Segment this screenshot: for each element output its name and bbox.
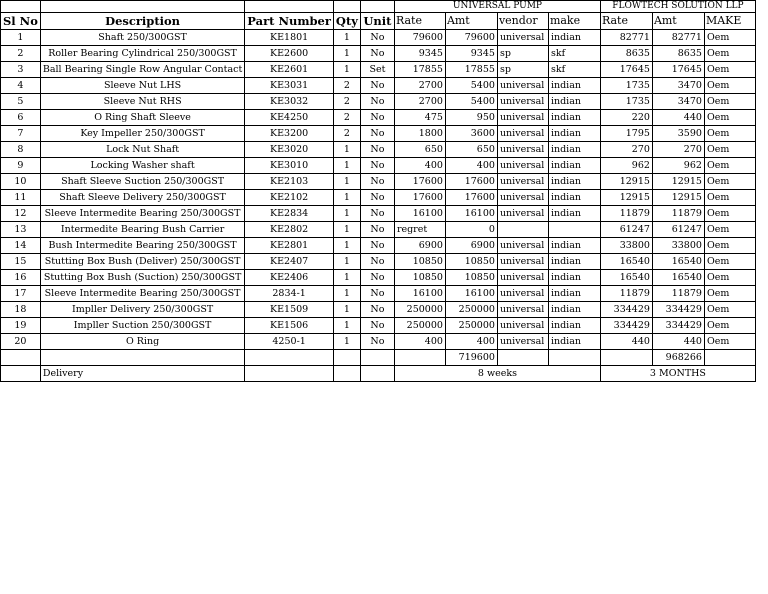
cell-s1-vendor: universal (497, 206, 548, 222)
cell-s1-vendor: universal (497, 286, 548, 302)
cell-slno: 1 (1, 30, 41, 46)
cell-s2-rate: 962 (600, 158, 652, 174)
cell-s1-make: indian (548, 158, 600, 174)
cell-unit: No (360, 318, 394, 334)
table-row (1, 286, 756, 302)
cell-s2-make: Oem (704, 190, 755, 206)
cell-description: Intermedite Bearing Bush Carrier (40, 222, 244, 238)
cell-s1-rate: 2700 (394, 78, 445, 94)
cell-s2-amt: 3470 (652, 78, 704, 94)
cell-s2-rate: 334429 (600, 318, 652, 334)
cell-s1-rate: 250000 (394, 318, 445, 334)
cell-unit: No (360, 126, 394, 142)
cell-unit: No (360, 46, 394, 62)
cell-s1-make: indian (548, 110, 600, 126)
cell-s2-make: Oem (704, 46, 755, 62)
cell-s1-amt: 9345 (445, 46, 497, 62)
cell-description: Sleeve Intermedite Bearing 250/300GST (40, 286, 244, 302)
cell-slno: 16 (1, 270, 41, 286)
cell-s1-rate: 10850 (394, 270, 445, 286)
cell-s2-make: Oem (704, 206, 755, 222)
cell-s1-make: skf (548, 62, 600, 78)
cell-unit: No (360, 222, 394, 238)
cell-slno: 10 (1, 174, 41, 190)
cell-s1-vendor: universal (497, 30, 548, 46)
cell-s1-vendor: universal (497, 318, 548, 334)
cell-description: Roller Bearing Cylindrical 250/300GST (40, 46, 244, 62)
cell-s1-make: indian (548, 254, 600, 270)
cell-s2-amt: 33800 (652, 238, 704, 254)
table-row (1, 254, 756, 270)
cell-s1-make: indian (548, 286, 600, 302)
cell-s1-amt: 17600 (445, 174, 497, 190)
cell-s1-amt: 10850 (445, 254, 497, 270)
cell-s1-vendor (497, 222, 548, 238)
cell-s1-vendor: universal (497, 110, 548, 126)
header-s2-make: MAKE (704, 13, 755, 30)
cell-s1-make: indian (548, 142, 600, 158)
cell-s2-rate: 8635 (600, 46, 652, 62)
cell-slno: 13 (1, 222, 41, 238)
cell-s1-vendor: universal (497, 270, 548, 286)
cell-s1-vendor: universal (497, 190, 548, 206)
cell-s1-make: indian (548, 94, 600, 110)
cell-s1-amt: 17855 (445, 62, 497, 78)
header-slno: Sl No (1, 13, 41, 30)
cell-s2-make: Oem (704, 30, 755, 46)
cell-s2-amt: 11879 (652, 206, 704, 222)
header-s1-vendor: vendor (497, 13, 548, 30)
cell-s1-amt: 79600 (445, 30, 497, 46)
cell-slno: 3 (1, 62, 41, 78)
cell-s1-vendor: universal (497, 334, 548, 350)
cell-s1-rate: regret (394, 222, 445, 238)
cell-s1-rate: 16100 (394, 206, 445, 222)
cell-s1-vendor: universal (497, 254, 548, 270)
cell-unit: No (360, 190, 394, 206)
cell-part-number: KE1509 (245, 302, 334, 318)
cell-part-number: KE3031 (245, 78, 334, 94)
cell-part-number: KE3200 (245, 126, 334, 142)
cell-s1-rate: 17600 (394, 190, 445, 206)
cell-part-number: KE4250 (245, 110, 334, 126)
cell-description: Key Impeller 250/300GST (40, 126, 244, 142)
cell-qty: 1 (333, 158, 360, 174)
cell-s2-amt: 3470 (652, 94, 704, 110)
cell-s2-make: Oem (704, 270, 755, 286)
cell-s2-amt: 440 (652, 110, 704, 126)
cell-s1-make: indian (548, 270, 600, 286)
cell-s2-make: Oem (704, 318, 755, 334)
cell-s2-amt: 61247 (652, 222, 704, 238)
cell-unit: No (360, 206, 394, 222)
cell-s2-rate: 1735 (600, 94, 652, 110)
cell-slno: 17 (1, 286, 41, 302)
cell-slno: 15 (1, 254, 41, 270)
cell-s2-make: Oem (704, 334, 755, 350)
cell-s1-make (548, 222, 600, 238)
cell-s2-rate: 16540 (600, 254, 652, 270)
cell-slno: 11 (1, 190, 41, 206)
cell-s2-make: Oem (704, 238, 755, 254)
header-s1-amt: Amt (445, 13, 497, 30)
cell-s1-rate: 17855 (394, 62, 445, 78)
cell-s2-rate: 33800 (600, 238, 652, 254)
s1-delivery: 8 weeks (394, 366, 600, 382)
cell-part-number: KE3032 (245, 94, 334, 110)
cell-s2-amt: 440 (652, 334, 704, 350)
table-row (1, 270, 756, 286)
cell-s2-make: Oem (704, 286, 755, 302)
header-s1-make: make (548, 13, 600, 30)
cell-s2-make: Oem (704, 110, 755, 126)
cell-description: Lock Nut Shaft (40, 142, 244, 158)
cell-s2-rate: 12915 (600, 190, 652, 206)
cell-s2-rate: 220 (600, 110, 652, 126)
cell-unit: No (360, 334, 394, 350)
cell-s2-amt: 334429 (652, 318, 704, 334)
header-part-number: Part Number (245, 13, 334, 30)
cell-s1-rate: 650 (394, 142, 445, 158)
column-header-row (1, 13, 756, 30)
cell-slno: 18 (1, 302, 41, 318)
header-s1-rate: Rate (394, 13, 445, 30)
cell-description: Sleeve Nut LHS (40, 78, 244, 94)
cell-s1-amt: 16100 (445, 286, 497, 302)
table-row (1, 222, 756, 238)
cell-unit: No (360, 302, 394, 318)
cell-s1-make: indian (548, 318, 600, 334)
cell-part-number: KE3020 (245, 142, 334, 158)
cell-s2-make: Oem (704, 222, 755, 238)
cell-qty: 1 (333, 286, 360, 302)
table-row (1, 46, 756, 62)
cell-part-number: KE2802 (245, 222, 334, 238)
cell-qty: 1 (333, 206, 360, 222)
cell-description: Bush Intermedite Bearing 250/300GST (40, 238, 244, 254)
cell-s2-rate: 11879 (600, 206, 652, 222)
cell-s1-make: indian (548, 190, 600, 206)
table-row (1, 206, 756, 222)
cell-s2-make: Oem (704, 142, 755, 158)
cell-s2-rate: 1735 (600, 78, 652, 94)
cell-s2-rate: 17645 (600, 62, 652, 78)
cell-s2-rate: 334429 (600, 302, 652, 318)
cell-qty: 2 (333, 110, 360, 126)
cell-description: O Ring (40, 334, 244, 350)
cell-description: Shaft Sleeve Delivery 250/300GST (40, 190, 244, 206)
cell-s1-make: indian (548, 302, 600, 318)
cell-s2-rate: 61247 (600, 222, 652, 238)
table-row (1, 78, 756, 94)
cell-description: Stutting Box Bush (Suction) 250/300GST (40, 270, 244, 286)
cell-s1-make: indian (548, 174, 600, 190)
cell-description: Stutting Box Bush (Deliver) 250/300GST (40, 254, 244, 270)
cell-s1-amt: 250000 (445, 318, 497, 334)
delivery-label: Delivery (40, 366, 244, 382)
cell-s1-vendor: sp (497, 62, 548, 78)
supplier1-name: UNIVERSAL PUMP (394, 1, 600, 13)
cell-slno: 7 (1, 126, 41, 142)
cell-s2-amt: 16540 (652, 270, 704, 286)
cell-s1-rate: 1800 (394, 126, 445, 142)
cell-part-number: KE1801 (245, 30, 334, 46)
cell-s2-make: Oem (704, 126, 755, 142)
cell-part-number: KE2103 (245, 174, 334, 190)
cell-s1-amt: 400 (445, 334, 497, 350)
cell-slno: 12 (1, 206, 41, 222)
table-row (1, 174, 756, 190)
table-row (1, 110, 756, 126)
cell-s1-rate: 250000 (394, 302, 445, 318)
cell-unit: No (360, 158, 394, 174)
cell-description: Shaft 250/300GST (40, 30, 244, 46)
table-row (1, 62, 756, 78)
cell-unit: No (360, 142, 394, 158)
cell-qty: 1 (333, 62, 360, 78)
cell-qty: 1 (333, 254, 360, 270)
cell-part-number: 2834-1 (245, 286, 334, 302)
cell-slno: 6 (1, 110, 41, 126)
cell-slno: 8 (1, 142, 41, 158)
cell-s2-amt: 12915 (652, 190, 704, 206)
cell-description: O Ring Shaft Sleeve (40, 110, 244, 126)
cell-s2-rate: 16540 (600, 270, 652, 286)
table-row (1, 302, 756, 318)
cell-part-number: KE2801 (245, 238, 334, 254)
cell-slno: 19 (1, 318, 41, 334)
cell-s1-rate: 79600 (394, 30, 445, 46)
cell-s2-amt: 270 (652, 142, 704, 158)
cell-s1-rate: 400 (394, 158, 445, 174)
cell-s2-amt: 16540 (652, 254, 704, 270)
cell-part-number: KE3010 (245, 158, 334, 174)
header-qty: Qty (333, 13, 360, 30)
cell-s2-make: Oem (704, 94, 755, 110)
cell-s1-vendor: universal (497, 174, 548, 190)
supplier2-name: FLOWTECH SOLUTION LLP (600, 1, 755, 13)
totals-row (1, 350, 756, 366)
cell-s1-make: indian (548, 30, 600, 46)
cell-s2-amt: 17645 (652, 62, 704, 78)
table-row (1, 334, 756, 350)
cell-unit: No (360, 110, 394, 126)
cell-slno: 4 (1, 78, 41, 94)
table-row (1, 142, 756, 158)
cell-part-number: KE2600 (245, 46, 334, 62)
cell-description: Impller Suction 250/300GST (40, 318, 244, 334)
cell-s1-amt: 17600 (445, 190, 497, 206)
cell-qty: 1 (333, 46, 360, 62)
cell-slno: 9 (1, 158, 41, 174)
cell-s1-vendor: universal (497, 142, 548, 158)
table-row (1, 126, 756, 142)
cell-s2-rate: 82771 (600, 30, 652, 46)
table-row (1, 318, 756, 334)
cell-part-number: KE2407 (245, 254, 334, 270)
cell-qty: 1 (333, 334, 360, 350)
cell-qty: 1 (333, 142, 360, 158)
supplier-group-row (1, 1, 756, 13)
cell-qty: 1 (333, 238, 360, 254)
cell-slno: 5 (1, 94, 41, 110)
cell-qty: 1 (333, 174, 360, 190)
cell-qty: 1 (333, 222, 360, 238)
cell-unit: No (360, 238, 394, 254)
cell-s1-amt: 6900 (445, 238, 497, 254)
cell-s1-rate: 17600 (394, 174, 445, 190)
table-row (1, 158, 756, 174)
cell-s1-vendor: universal (497, 238, 548, 254)
cell-s2-make: Oem (704, 254, 755, 270)
cell-s2-make: Oem (704, 174, 755, 190)
cell-slno: 20 (1, 334, 41, 350)
header-s2-rate: Rate (600, 13, 652, 30)
cell-unit: No (360, 174, 394, 190)
cell-description: Locking Washer shaft (40, 158, 244, 174)
cell-part-number: 4250-1 (245, 334, 334, 350)
cell-s1-amt: 5400 (445, 78, 497, 94)
cell-s1-amt: 5400 (445, 94, 497, 110)
cell-unit: No (360, 254, 394, 270)
cell-s1-rate: 10850 (394, 254, 445, 270)
cell-s1-rate: 400 (394, 334, 445, 350)
cell-s2-amt: 11879 (652, 286, 704, 302)
cell-qty: 1 (333, 318, 360, 334)
cell-s1-rate: 6900 (394, 238, 445, 254)
table-row (1, 238, 756, 254)
header-unit: Unit (360, 13, 394, 30)
cell-unit: No (360, 286, 394, 302)
cell-s2-make: Oem (704, 302, 755, 318)
cell-qty: 2 (333, 126, 360, 142)
cell-s1-amt: 3600 (445, 126, 497, 142)
s1-total: 719600 (445, 350, 497, 366)
cell-unit: No (360, 78, 394, 94)
cell-part-number: KE2834 (245, 206, 334, 222)
header-description: Description (40, 13, 244, 30)
cell-unit: No (360, 270, 394, 286)
cell-qty: 1 (333, 30, 360, 46)
cell-s1-vendor: universal (497, 94, 548, 110)
cell-description: Shaft Sleeve Suction 250/300GST (40, 174, 244, 190)
cell-qty: 1 (333, 190, 360, 206)
cell-s2-rate: 12915 (600, 174, 652, 190)
cell-s1-rate: 16100 (394, 286, 445, 302)
cell-slno: 14 (1, 238, 41, 254)
cell-s2-rate: 270 (600, 142, 652, 158)
cell-s1-amt: 16100 (445, 206, 497, 222)
table-row (1, 94, 756, 110)
cell-s2-make: Oem (704, 62, 755, 78)
cell-s1-amt: 400 (445, 158, 497, 174)
cell-s2-amt: 82771 (652, 30, 704, 46)
cell-s2-amt: 8635 (652, 46, 704, 62)
cell-description: Impller Delivery 250/300GST (40, 302, 244, 318)
cell-s1-amt: 0 (445, 222, 497, 238)
cell-part-number: KE2406 (245, 270, 334, 286)
cell-s1-make: indian (548, 78, 600, 94)
cell-slno: 2 (1, 46, 41, 62)
cell-unit: No (360, 94, 394, 110)
cell-s1-rate: 9345 (394, 46, 445, 62)
cell-unit: No (360, 30, 394, 46)
cell-s2-rate: 440 (600, 334, 652, 350)
delivery-row (1, 366, 756, 382)
cell-s2-make: Oem (704, 158, 755, 174)
cell-unit: Set (360, 62, 394, 78)
cell-description: Ball Bearing Single Row Angular Contact (40, 62, 244, 78)
cell-s2-rate: 11879 (600, 286, 652, 302)
cell-s1-amt: 950 (445, 110, 497, 126)
table-row (1, 30, 756, 46)
header-s2-amt: Amt (652, 13, 704, 30)
cell-s1-make: indian (548, 238, 600, 254)
cell-part-number: KE2102 (245, 190, 334, 206)
cell-s1-vendor: universal (497, 158, 548, 174)
cell-s1-amt: 250000 (445, 302, 497, 318)
cell-s1-vendor: universal (497, 78, 548, 94)
item-rows (1, 30, 756, 350)
cell-s1-make: indian (548, 206, 600, 222)
cell-s2-amt: 12915 (652, 174, 704, 190)
cell-s1-rate: 2700 (394, 94, 445, 110)
cell-s2-amt: 334429 (652, 302, 704, 318)
cell-s1-amt: 650 (445, 142, 497, 158)
cell-qty: 1 (333, 270, 360, 286)
cell-s2-rate: 1795 (600, 126, 652, 142)
cell-description: Sleeve Nut RHS (40, 94, 244, 110)
table-row (1, 190, 756, 206)
cell-qty: 2 (333, 94, 360, 110)
cell-s1-vendor: universal (497, 126, 548, 142)
cell-qty: 2 (333, 78, 360, 94)
cell-s1-make: indian (548, 334, 600, 350)
cell-s1-vendor: sp (497, 46, 548, 62)
cell-s1-make: indian (548, 126, 600, 142)
cell-description: Sleeve Intermedite Bearing 250/300GST (40, 206, 244, 222)
cell-part-number: KE2601 (245, 62, 334, 78)
cell-part-number: KE1506 (245, 318, 334, 334)
s2-total: 968266 (652, 350, 704, 366)
cell-qty: 1 (333, 302, 360, 318)
cell-s1-make: skf (548, 46, 600, 62)
s2-delivery: 3 MONTHS (600, 366, 755, 382)
cell-s1-rate: 475 (394, 110, 445, 126)
cell-s1-vendor: universal (497, 302, 548, 318)
cell-s2-make: Oem (704, 78, 755, 94)
cell-s2-amt: 3590 (652, 126, 704, 142)
cell-s2-amt: 962 (652, 158, 704, 174)
cell-s1-amt: 10850 (445, 270, 497, 286)
